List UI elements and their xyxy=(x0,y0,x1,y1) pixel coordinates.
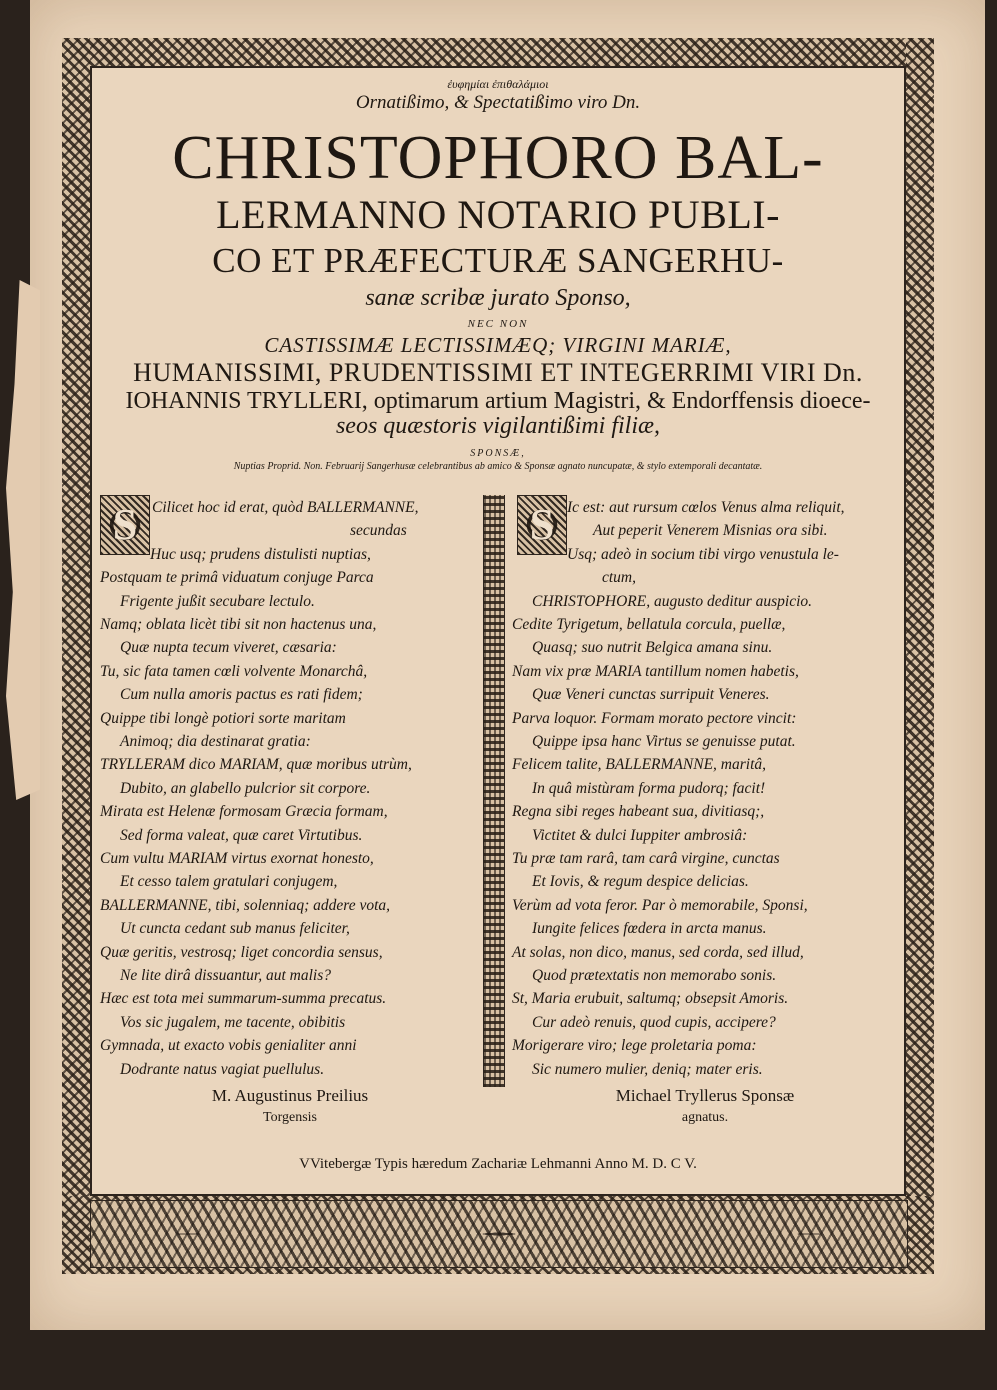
verse-line: Ne lite dirâ dissuantur, aut malis? xyxy=(120,967,331,984)
groom-name-line3: CO ET PRÆFECTURÆ SANGERHU- xyxy=(212,241,784,280)
verse-line: Iungite felices fœdera in arcta manus. xyxy=(532,920,767,938)
verse-line: Morigerare viro; lege proletaria poma: xyxy=(512,1037,757,1055)
verse-line: Cum nulla amoris pactus es rati fidem; xyxy=(120,686,363,704)
foliage-ornament-band xyxy=(90,1200,908,1268)
verse-line: Quippe ipsa hanc Virtus se genuisse putat. xyxy=(532,733,796,750)
verse-line: Aut peperit Venerem Misnias ora sibi. xyxy=(593,522,828,540)
verse-line: secundas xyxy=(350,522,407,540)
sponsae-label: SPONSÆ, xyxy=(470,448,526,459)
nec-non: NEC NON xyxy=(467,318,529,330)
verse-line: Frigente jußit secubare lectulo. xyxy=(120,592,315,610)
verse-line: Mirata est Helenæ formosam Græcia formam, xyxy=(100,803,388,821)
verse-line: Tu, sic fata tamen cœli volvente Monarchâ, xyxy=(100,662,368,680)
bride-father-line1: HUMANISSIMI, PRUDENTISSIMI ET INTEGERRIMI VIRI Dn. xyxy=(133,358,863,387)
groom-name-line1: CHRISTOPHORO BAL- xyxy=(172,124,824,192)
dropcap-left: S xyxy=(100,495,150,555)
right-poem-author: Michael Tryllerus Sponsæ xyxy=(615,1086,795,1105)
verse-line: Quasq; suo nutrit Belgica amana sinu. xyxy=(532,639,773,657)
bride-father-line3: seos quæstoris vigilantißimi filiæ, xyxy=(335,413,661,439)
verse-line: Felicem talite, BALLERMANNE, maritâ, xyxy=(512,756,766,774)
verse-line: In quâ mistùram forma pudorq; facit! xyxy=(532,779,766,797)
bride-father-line2: IOHANNIS TRYLLERI, optimarum artium Magistri, & Endorffensis dioece- xyxy=(125,388,871,414)
dropcap-right: S xyxy=(517,495,567,555)
verse-line: Cedite Tyrigetum, bellatula corcula, puellæ, xyxy=(512,616,786,633)
verse-line: Quod prætextatis non memorabo sonis. xyxy=(532,967,777,984)
verse-line: Namq; oblata licèt tibi sit non hactenus una, xyxy=(100,616,377,633)
verse-line: Tu præ tam rarâ, tam carâ virgine, cunctas xyxy=(512,850,780,867)
verse-line: Dubito, an glabello pulcrior sit corpore. xyxy=(120,779,371,797)
verse-line: Victitet & dulci Iuppiter ambrosiâ: xyxy=(532,826,748,844)
verse-line: CHRISTOPHORE, augusto deditur auspicio. xyxy=(532,592,812,610)
verse-line: Cur adeò renuis, quod cupis, accipere? xyxy=(532,1013,776,1031)
verse-line: Sed forma valeat, quæ caret Virtutibus. xyxy=(120,826,363,844)
verse-line: Gymnada, ut exacto vobis genialiter anni xyxy=(100,1037,357,1055)
torn-paper-edge xyxy=(6,280,40,800)
verse-line: BALLERMANNE, tibi, solenniaq; addere vota, xyxy=(100,896,391,914)
verse-line: Quæ nupta tecum viveret, cæsaria: xyxy=(120,639,337,657)
verse-line: St, Maria erubuit, saltumq; obsepsit Amoris. xyxy=(512,990,789,1008)
verse-line: Animoq; dia destinarat gratia: xyxy=(120,733,311,750)
verse-line: Huc usq; prudens distulisti nuptias, xyxy=(150,545,371,563)
verse-line: Ut cuncta cedant sub manus feliciter, xyxy=(120,920,350,938)
ornamental-border-left xyxy=(62,38,90,1274)
verse-line: Usq; adeò in socium tibi virgo venustula le- xyxy=(567,545,839,563)
verse-line: Sic numero mulier, deniq; mater eris. xyxy=(532,1060,763,1078)
verse-line: Nam vix præ MARIA tantillum nomen habetis, xyxy=(512,662,799,680)
verse-line: Cum vultu MARIAM virtus exornat honesto, xyxy=(100,850,374,867)
verse-line: Regna sibi reges habeant sua, divitiasq;, xyxy=(512,803,765,821)
left-poem-author-origin: Torgensis xyxy=(263,1110,317,1125)
verse-line: Dodrante natus vagiat puellulus. xyxy=(120,1060,325,1078)
column-divider-ornament xyxy=(483,495,505,1087)
verse-line: Quæ geritis, vestrosq; liget concordia sensus, xyxy=(100,943,383,961)
verse-line: Verùm ad vota feror. Par ò memorabile, Sponsi, xyxy=(512,896,808,914)
left-poem-author: M. Augustinus Preilius xyxy=(211,1086,369,1105)
verse-line: Hæc est tota mei summarum-summa precatus. xyxy=(100,990,387,1008)
verse-line: Cilicet hoc id erat, quòd BALLERMANNE, xyxy=(152,499,419,516)
right-poem-author-origin: agnatus. xyxy=(681,1110,729,1125)
verse-line: Ic est: aut rursum cœlos Venus alma reliquit, xyxy=(567,499,845,516)
ornamental-border-top xyxy=(62,38,934,66)
ornamental-border-right xyxy=(906,38,934,1274)
verse-line: Parva loquor. Formam morato pectore vincit: xyxy=(512,709,797,727)
verse-line: Quippe tibi longè potiori sorte maritam xyxy=(100,709,346,727)
greek-heading: ἐυφημίαι ἐπιθαλάμιοι xyxy=(447,77,549,91)
verse-line: Quæ Veneri cunctas surripuit Veneres. xyxy=(532,686,770,704)
verse-line: Et Iovis, & regum despice delicias. xyxy=(532,873,749,891)
verse-line: Postquam te primâ viduatum conjuge Parca xyxy=(100,569,374,587)
occasion-line: Nuptias Proprid. Non. Februarij Sangerhusæ celebrantibus ab amico & Sponsæ agnato nuncupatæ, & stylo extemporali decantatæ. xyxy=(233,461,763,472)
verse-line: TRYLLERAM dico MARIAM, quæ moribus utrùm, xyxy=(100,756,412,774)
bride-line: CASTISSIMÆ LECTISSIMÆQ; VIRGINI MARIÆ, xyxy=(264,333,732,357)
verse-line: Et cesso talem gratulari conjugem, xyxy=(120,873,338,891)
verse-line: Vos sic jugalem, me tacente, obibitis xyxy=(120,1013,346,1031)
groom-name-line2: LERMANNO NOTARIO PUBLI- xyxy=(216,192,780,237)
printer-imprint: VVitebergæ Typis hæredum Zachariæ Lehmanni Anno M. D. C V. xyxy=(299,1156,697,1172)
dedication-line: Ornatißimo, & Spectatißimo viro Dn. xyxy=(355,92,641,113)
groom-title-line: sanæ scribæ jurato Sponso, xyxy=(365,285,631,311)
verse-line: At solas, non dico, manus, sed corda, sed illud, xyxy=(512,943,804,961)
verse-line: ctum, xyxy=(602,569,637,587)
